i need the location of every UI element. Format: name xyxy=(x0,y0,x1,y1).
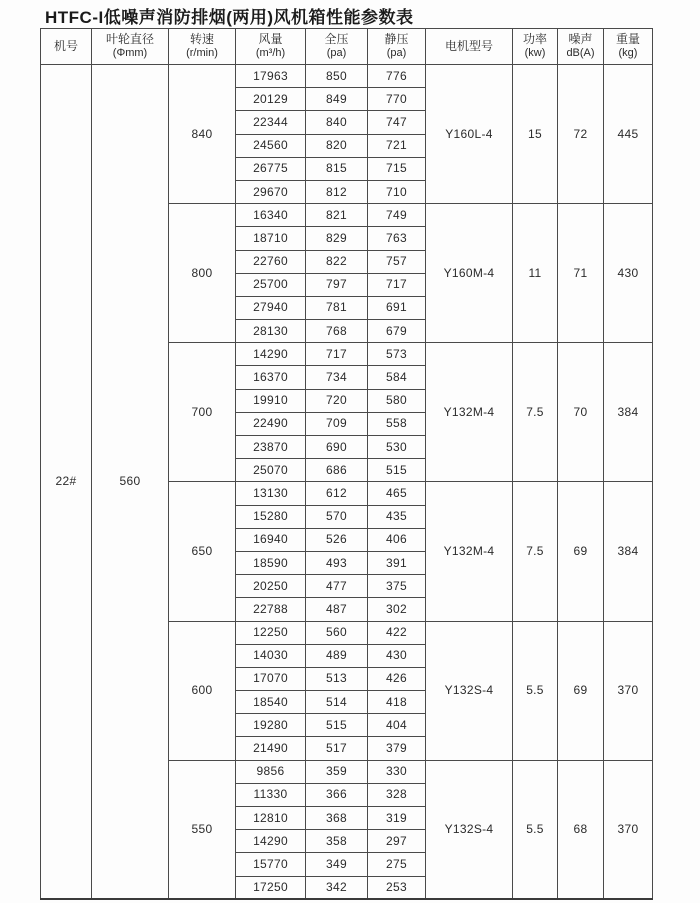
speed-cell: 800 xyxy=(169,204,236,343)
static-pressure-cell: 757 xyxy=(368,250,426,273)
total-pressure-cell: 493 xyxy=(306,551,368,574)
total-pressure-cell: 359 xyxy=(306,760,368,783)
static-pressure-cell: 558 xyxy=(368,412,426,435)
total-pressure-cell: 477 xyxy=(306,575,368,598)
header-sub: (Φmm) xyxy=(112,47,148,60)
power-cell: 15 xyxy=(513,65,558,204)
total-pressure-cell: 517 xyxy=(306,737,368,760)
motor-model-cell: Y132M-4 xyxy=(426,482,513,621)
motor-model-cell: Y160M-4 xyxy=(426,204,513,343)
total-pressure-cell: 349 xyxy=(306,853,368,876)
flow-cell: 15770 xyxy=(236,853,306,876)
total-pressure-cell: 366 xyxy=(306,783,368,806)
total-pressure-cell: 570 xyxy=(306,505,368,528)
header-label: 机号 xyxy=(53,39,78,53)
weight-cell: 370 xyxy=(604,760,653,899)
weight-cell: 370 xyxy=(604,621,653,760)
header-label: 风量 xyxy=(258,32,283,47)
header-row xyxy=(41,29,653,65)
noise-cell: 70 xyxy=(558,343,604,482)
static-pressure-cell: 747 xyxy=(368,111,426,134)
static-pressure-cell: 302 xyxy=(368,598,426,621)
motor-model-cell: Y132S-4 xyxy=(426,760,513,899)
weight-cell: 445 xyxy=(604,65,653,204)
speed-cell: 840 xyxy=(169,65,236,204)
motor-model-cell: Y132S-4 xyxy=(426,621,513,760)
power-cell: 5.5 xyxy=(513,621,558,760)
static-pressure-cell: 430 xyxy=(368,644,426,667)
speed-cell: 600 xyxy=(169,621,236,760)
flow-cell: 21490 xyxy=(236,737,306,760)
header-label: 静压 xyxy=(384,32,409,47)
weight-cell: 384 xyxy=(604,343,653,482)
flow-cell: 17963 xyxy=(236,65,306,88)
flow-cell: 19280 xyxy=(236,714,306,737)
header-label: 功率 xyxy=(522,32,547,47)
flow-cell: 20250 xyxy=(236,575,306,598)
flow-cell: 24560 xyxy=(236,134,306,157)
total-pressure-cell: 513 xyxy=(306,667,368,690)
header-total-pressure xyxy=(306,29,368,65)
flow-cell: 25700 xyxy=(236,273,306,296)
static-pressure-cell: 580 xyxy=(368,389,426,412)
table-header xyxy=(41,29,653,65)
flow-cell: 29670 xyxy=(236,180,306,203)
noise-cell: 68 xyxy=(558,760,604,899)
flow-cell: 16340 xyxy=(236,204,306,227)
static-pressure-cell: 418 xyxy=(368,691,426,714)
static-pressure-cell: 691 xyxy=(368,296,426,319)
total-pressure-cell: 812 xyxy=(306,180,368,203)
noise-cell: 69 xyxy=(558,482,604,621)
speed-cell: 550 xyxy=(169,760,236,899)
total-pressure-cell: 514 xyxy=(306,691,368,714)
performance-table xyxy=(40,28,653,900)
page-title: HTFC-I低噪声消防排烟(两用)风机箱性能参数表 xyxy=(45,8,414,27)
total-pressure-cell: 822 xyxy=(306,250,368,273)
total-pressure-cell: 840 xyxy=(306,111,368,134)
total-pressure-cell: 690 xyxy=(306,436,368,459)
total-pressure-cell: 358 xyxy=(306,830,368,853)
header-label: 重量 xyxy=(615,32,640,47)
flow-cell: 17070 xyxy=(236,667,306,690)
total-pressure-cell: 489 xyxy=(306,644,368,667)
header-weight xyxy=(604,29,653,65)
static-pressure-cell: 710 xyxy=(368,180,426,203)
power-cell: 7.5 xyxy=(513,482,558,621)
flow-cell: 18540 xyxy=(236,691,306,714)
total-pressure-cell: 781 xyxy=(306,296,368,319)
weight-cell: 430 xyxy=(604,204,653,343)
header-sub: (pa) xyxy=(326,47,347,60)
total-pressure-cell: 734 xyxy=(306,366,368,389)
table-body xyxy=(41,65,653,900)
total-pressure-cell: 815 xyxy=(306,157,368,180)
header-power xyxy=(513,29,558,65)
flow-cell: 27940 xyxy=(236,296,306,319)
noise-cell: 69 xyxy=(558,621,604,760)
static-pressure-cell: 749 xyxy=(368,204,426,227)
static-pressure-cell: 330 xyxy=(368,760,426,783)
static-pressure-cell: 422 xyxy=(368,621,426,644)
flow-cell: 18590 xyxy=(236,551,306,574)
static-pressure-cell: 406 xyxy=(368,528,426,551)
header-label: 全压 xyxy=(324,32,349,47)
static-pressure-cell: 426 xyxy=(368,667,426,690)
total-pressure-cell: 709 xyxy=(306,412,368,435)
noise-cell: 71 xyxy=(558,204,604,343)
header-flow xyxy=(236,29,306,65)
flow-cell: 22490 xyxy=(236,412,306,435)
speed-cell: 650 xyxy=(169,482,236,621)
total-pressure-cell: 768 xyxy=(306,320,368,343)
static-pressure-cell: 776 xyxy=(368,65,426,88)
static-pressure-cell: 770 xyxy=(368,88,426,111)
total-pressure-cell: 797 xyxy=(306,273,368,296)
weight-cell: 384 xyxy=(604,482,653,621)
flow-cell: 22344 xyxy=(236,111,306,134)
static-pressure-cell: 379 xyxy=(368,737,426,760)
header-impeller-diameter xyxy=(92,29,169,65)
flow-cell: 22760 xyxy=(236,250,306,273)
header-sub: (pa) xyxy=(386,47,407,60)
flow-cell: 26775 xyxy=(236,157,306,180)
flow-cell: 14290 xyxy=(236,830,306,853)
header-sub: (m³/h) xyxy=(255,47,286,60)
header-motor-model xyxy=(426,29,513,65)
machine-no-cell: 22# xyxy=(41,65,92,900)
flow-cell: 13130 xyxy=(236,482,306,505)
total-pressure-cell: 686 xyxy=(306,459,368,482)
flow-cell: 14030 xyxy=(236,644,306,667)
static-pressure-cell: 375 xyxy=(368,575,426,598)
flow-cell: 15280 xyxy=(236,505,306,528)
header-sub: (kw) xyxy=(524,47,546,60)
impeller-diameter-cell: 560 xyxy=(92,65,169,900)
flow-cell: 16370 xyxy=(236,366,306,389)
flow-cell: 22788 xyxy=(236,598,306,621)
static-pressure-cell: 573 xyxy=(368,343,426,366)
total-pressure-cell: 820 xyxy=(306,134,368,157)
motor-model-cell: Y160L-4 xyxy=(426,65,513,204)
static-pressure-cell: 679 xyxy=(368,320,426,343)
total-pressure-cell: 515 xyxy=(306,714,368,737)
static-pressure-cell: 275 xyxy=(368,853,426,876)
total-pressure-cell: 612 xyxy=(306,482,368,505)
static-pressure-cell: 435 xyxy=(368,505,426,528)
noise-cell: 72 xyxy=(558,65,604,204)
total-pressure-cell: 849 xyxy=(306,88,368,111)
table-row xyxy=(41,65,653,88)
motor-model-cell: Y132M-4 xyxy=(426,343,513,482)
header-label: 转速 xyxy=(189,32,214,47)
header-label: 电机型号 xyxy=(444,39,493,53)
flow-cell: 17250 xyxy=(236,876,306,899)
flow-cell: 19910 xyxy=(236,389,306,412)
total-pressure-cell: 717 xyxy=(306,343,368,366)
static-pressure-cell: 465 xyxy=(368,482,426,505)
flow-cell: 9856 xyxy=(236,760,306,783)
total-pressure-cell: 720 xyxy=(306,389,368,412)
static-pressure-cell: 584 xyxy=(368,366,426,389)
header-machine-no xyxy=(41,29,92,65)
static-pressure-cell: 715 xyxy=(368,157,426,180)
flow-cell: 20129 xyxy=(236,88,306,111)
static-pressure-cell: 297 xyxy=(368,830,426,853)
power-cell: 7.5 xyxy=(513,343,558,482)
flow-cell: 16940 xyxy=(236,528,306,551)
power-cell: 5.5 xyxy=(513,760,558,899)
flow-cell: 25070 xyxy=(236,459,306,482)
total-pressure-cell: 487 xyxy=(306,598,368,621)
flow-cell: 18710 xyxy=(236,227,306,250)
flow-cell: 28130 xyxy=(236,320,306,343)
total-pressure-cell: 368 xyxy=(306,807,368,830)
power-cell: 11 xyxy=(513,204,558,343)
flow-cell: 11330 xyxy=(236,783,306,806)
static-pressure-cell: 404 xyxy=(368,714,426,737)
header-sub: dB(A) xyxy=(566,47,595,60)
total-pressure-cell: 829 xyxy=(306,227,368,250)
header-label: 叶轮直径 xyxy=(105,32,154,47)
total-pressure-cell: 560 xyxy=(306,621,368,644)
flow-cell: 12250 xyxy=(236,621,306,644)
total-pressure-cell: 526 xyxy=(306,528,368,551)
static-pressure-cell: 515 xyxy=(368,459,426,482)
static-pressure-cell: 391 xyxy=(368,551,426,574)
header-label: 噪声 xyxy=(568,32,593,47)
header-sub: (kg) xyxy=(618,47,638,60)
static-pressure-cell: 717 xyxy=(368,273,426,296)
static-pressure-cell: 530 xyxy=(368,436,426,459)
flow-cell: 12810 xyxy=(236,807,306,830)
total-pressure-cell: 342 xyxy=(306,876,368,899)
total-pressure-cell: 850 xyxy=(306,65,368,88)
flow-cell: 14290 xyxy=(236,343,306,366)
total-pressure-cell: 821 xyxy=(306,204,368,227)
static-pressure-cell: 319 xyxy=(368,807,426,830)
header-sub: (r/min) xyxy=(186,47,218,60)
header-noise xyxy=(558,29,604,65)
header-static-pressure xyxy=(368,29,426,65)
static-pressure-cell: 763 xyxy=(368,227,426,250)
static-pressure-cell: 328 xyxy=(368,783,426,806)
static-pressure-cell: 253 xyxy=(368,876,426,899)
header-speed xyxy=(169,29,236,65)
speed-cell: 700 xyxy=(169,343,236,482)
static-pressure-cell: 721 xyxy=(368,134,426,157)
flow-cell: 23870 xyxy=(236,436,306,459)
